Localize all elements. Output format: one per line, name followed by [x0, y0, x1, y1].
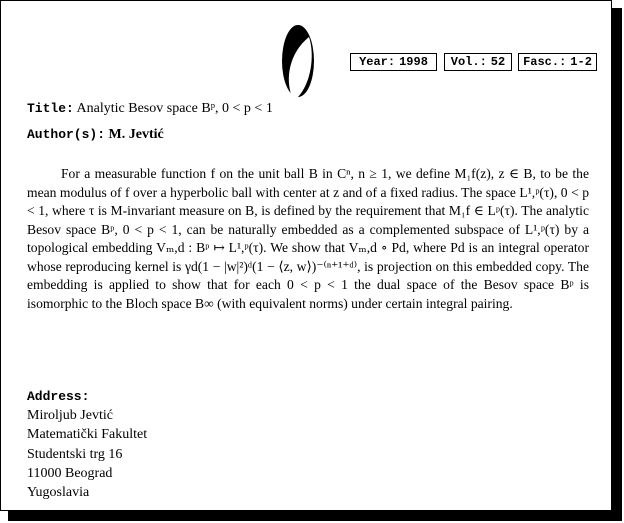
author-names: M. Jevtić: [108, 127, 164, 142]
address-label: Address:: [27, 389, 90, 404]
author-line: [27, 127, 164, 143]
fascicle-badge: [518, 53, 597, 71]
volume-label: Vol.:: [450, 55, 487, 69]
volume-value: 52: [490, 55, 506, 69]
page-shadow-right: [612, 8, 622, 521]
year-label: Year:: [359, 55, 396, 69]
title-line: [27, 101, 273, 117]
address-line: 11000 Beograd: [27, 465, 113, 481]
year-badge: [350, 53, 437, 71]
address-block: [27, 387, 147, 502]
title-label: Title:: [27, 101, 74, 116]
page-shadow-bottom: [8, 511, 622, 521]
abstract: For a measurable function f on the unit ball B in Cⁿ, n ≥ 1, we define M₁f(z), z ∈ B, to be the mean modulus of f over a hyperbolic ball with center at z and of a fixed radius. The space L¹,ᵖ(τ), 0 < p < 1, where τ is M-invariant measure on B, is defined by the requirement that M₁f ∈ Lᵖ(τ). The analytic Besov space Bᵖ, 0 < p < 1, can be naturally embedded as a complemented subspace of L¹,ᵖ(τ) by a topological embedding Vₘ,d : Bᵖ ↦ L¹,ᵖ(τ). We show that Vₘ,d ∘ Pd, where Pd is an integral operator whose reproducing kernel is γd(1 − |w|²)ᵈ(1 − ⟨z, w⟩)⁻⁽ⁿ⁺¹⁺ᵈ⁾, is projection on this embedded copy. The embedding is applied to show that for each 0 < p < 1 the dual space of the Besov space Bᵖ is isomorphic to the Bloch space B∞ (with equivalent norms) under certain integral pairing.: [27, 166, 589, 311]
paper-title: Analytic Besov space Bᵖ, 0 < p < 1: [76, 101, 273, 116]
author-label: Author(s):: [27, 127, 106, 142]
volume-badge: [444, 53, 512, 71]
year-value: 1998: [399, 55, 428, 69]
fascicle-label: Fasc.:: [523, 55, 567, 69]
fascicle-value: 1-2: [570, 55, 592, 69]
address-line: Matematički Fakultet: [27, 427, 148, 443]
address-line: Miroljub Jevtić: [27, 408, 113, 424]
address-line: Yugoslavia: [27, 485, 90, 501]
journal-logo: [281, 23, 315, 99]
address-line: Studentski trg 16: [27, 446, 123, 462]
